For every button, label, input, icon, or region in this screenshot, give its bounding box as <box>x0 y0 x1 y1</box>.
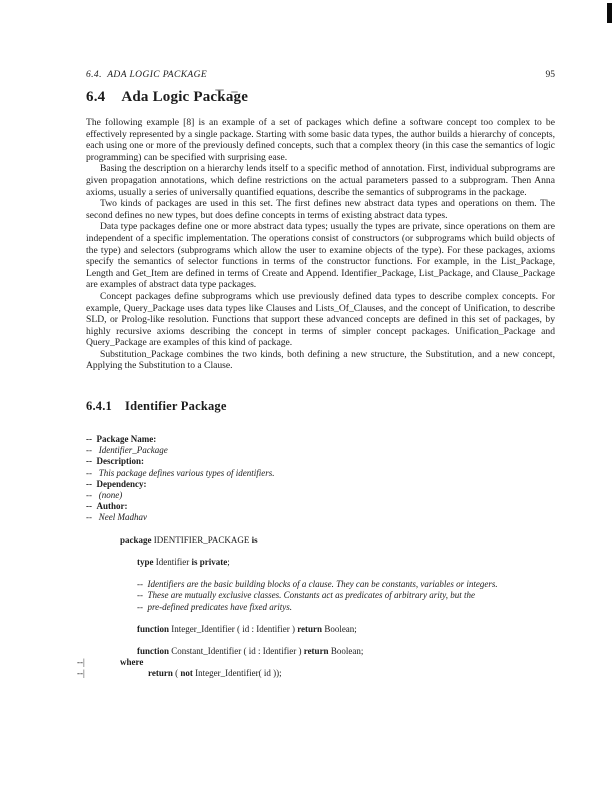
code-text: IDENTIFIER_PACKAGE <box>151 534 252 545</box>
code-keyword: return <box>297 623 323 634</box>
running-head <box>86 70 555 80</box>
code-text: -- <box>86 467 99 478</box>
code-blank-line <box>86 524 555 535</box>
subsection-heading <box>86 399 555 414</box>
code-line <box>86 468 555 479</box>
section-title: Ada Logic Package <box>121 89 249 105</box>
subsection-title: Identifier Package <box>125 399 227 414</box>
code-keyword: type <box>137 556 154 567</box>
section-number: 6.4 <box>86 89 106 105</box>
page-number: 95 <box>545 70 555 80</box>
code-keyword: return <box>148 668 173 679</box>
code-text: Boolean; <box>322 623 357 634</box>
code-comment: pre-defined predicates have fixed aritys. <box>147 601 293 612</box>
code-line <box>86 501 555 512</box>
code-line <box>86 557 555 568</box>
paragraph: Concept packages define subprograms which use previously defined data types to describe complex concepts. For example, Query_Package uses data types like Clauses and Lists_Of_Clauses, and the concept of Unification, to describe SLD, or Prolog-like resolution. Functions that support these advanced concepts are defined in this set of packages, by highly recursive axioms describing the concept in terms of simpler concept packages. Unification_Package and Query_Package are examples of this kind of package. <box>86 290 555 349</box>
code-text: -- <box>86 512 99 523</box>
code-line <box>86 602 555 613</box>
code-keyword: where <box>120 657 144 668</box>
code-comment: Identifier_Package <box>98 445 168 456</box>
code-line <box>86 624 555 635</box>
code-line <box>86 490 555 501</box>
code-text: -- <box>137 590 148 601</box>
page-content <box>77 70 555 680</box>
code-comment: (none) <box>98 490 123 501</box>
code-comment: These are mutually exclusive classes. Constants act as predicates of arbitrary arity, but the <box>147 590 476 601</box>
code-keyword: private <box>199 556 228 567</box>
code-text: -- <box>86 445 99 456</box>
code-line <box>86 579 555 590</box>
subsection-number: 6.4.1 <box>86 399 112 414</box>
code-line <box>86 434 555 445</box>
code-keyword: -- Package Name: <box>86 434 157 445</box>
code-line <box>86 512 555 523</box>
running-header-title: 6.4. ADA LOGIC PACKAGE <box>86 70 208 80</box>
code-keyword: -- Dependency: <box>86 478 147 489</box>
code-comment: This package defines various types of identifiers. <box>98 467 275 478</box>
code-keyword: package <box>120 534 152 545</box>
paragraph: The following example [8] is an example of a set of packages which define a software concept too complex to be effectively represented by a single package. Starting with some basic data types, the author builds a hierarchy of concepts, each using one or more of the previously defined concepts, such that a complex theory (in this case the semantics of logic programming) can be specified with surprising ease. <box>86 117 555 163</box>
code-line <box>86 479 555 490</box>
code-text: -- <box>137 601 148 612</box>
code-text: Integer_Identifier ( id : Identifier ) <box>169 623 298 634</box>
code-text: -- <box>137 579 148 590</box>
code-keyword: -- Description: <box>86 456 144 467</box>
code-keyword: -- Author: <box>86 501 128 512</box>
code-keyword: is <box>251 534 258 545</box>
code-text: ; <box>227 556 230 567</box>
code-line <box>86 456 555 467</box>
code-listing <box>77 434 555 679</box>
paragraph: Substitution_Package combines the two kinds, both defining a new structure, the Substitution, and a new concept, Applying the Substitution to a Clause. <box>86 348 555 372</box>
code-blank-line <box>86 568 555 579</box>
code-comment: Neel Madhav <box>98 512 147 523</box>
code-text: ( <box>172 668 181 679</box>
code-comment: Identifiers are the basic building blocks of a clause. They can be constants, variables or integers. <box>147 579 498 590</box>
code-text: Integer_Identifier( id )); <box>192 668 282 679</box>
code-line <box>77 668 555 679</box>
code-line <box>77 657 555 668</box>
paragraph: Basing the description on a hierarchy lends itself to a specific method of annotation. First, individual subprograms are given propagation annotations, which define restrictions on the actual parameters passed to a subprogram. Then Anna axioms, usually a series of universally quantified equations, describe the semantics of subprograms in the package. <box>86 163 555 198</box>
code-text: Constant_Identifier ( id : Identifier ) <box>169 645 304 656</box>
section-heading <box>86 89 555 106</box>
scan-artifact <box>607 3 612 23</box>
code-text: Identifier <box>153 556 192 567</box>
code-blank-line <box>86 635 555 646</box>
paragraph: Data type packages define one or more abstract data types; usually the types are private, since operations on them are independent of a specific implementation. The operations consist of constructors (or subprograms which build objects of the type) and selectors (subprograms which allow the user to examine objects of the type). For these packages, axioms specify the semantics of selector functions in terms of the constructor functions. For example, in the List_Package, Length and Get_Item are defined in terms of Create and Append. Identifier_Package, List_Package, and Clause_Package are examples of abstract data type packages. <box>86 221 555 291</box>
code-keyword: not <box>180 668 193 679</box>
paragraph: Two kinds of packages are used in this set. The first defines new abstract data types and operations on them. The second defines no new types, but does define concepts in terms of existing abstract data types. <box>86 198 555 221</box>
code-line <box>86 590 555 601</box>
anna-annotation-prefix: --| <box>77 657 85 668</box>
code-blank-line <box>86 613 555 624</box>
code-text: Boolean; <box>328 645 364 656</box>
code-line <box>86 646 555 657</box>
code-line <box>86 445 555 456</box>
code-keyword: function <box>137 623 170 634</box>
code-text: -- <box>86 490 99 501</box>
code-keyword: return <box>303 645 329 656</box>
code-keyword: is <box>191 556 198 567</box>
code-keyword: function <box>137 645 170 656</box>
code-line <box>86 535 555 546</box>
body-paragraphs <box>86 117 555 372</box>
code-blank-line <box>86 546 555 557</box>
anna-annotation-prefix: --| <box>77 668 85 679</box>
